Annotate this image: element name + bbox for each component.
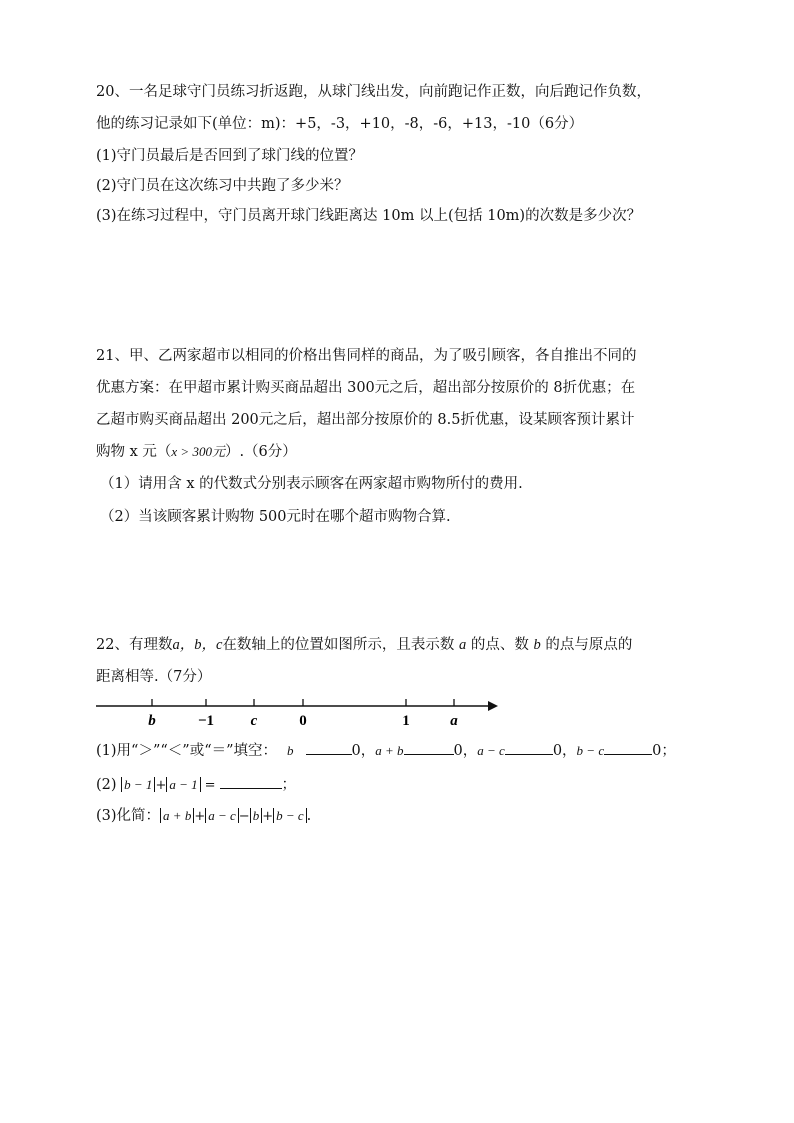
q21-line4-b: ）.（6分） (224, 444, 297, 460)
sep-3: ， (562, 743, 577, 759)
q22-sub1-prefix: (1)用“＞”“＜”或“＝”填空： (96, 743, 278, 759)
number-line-arrow (488, 701, 498, 711)
q22-item-b: b (287, 743, 294, 758)
abs-a-plus-b: a + b (160, 808, 194, 823)
q20-sub1: (1)守门员最后是否回到了球门线的位置？ (96, 148, 364, 164)
abs-a-minus-1: a − 1 (166, 777, 200, 792)
q22-sub2-prefix: (2) (96, 777, 122, 793)
zero-2: 0 (453, 743, 463, 759)
blank-5[interactable] (220, 774, 282, 789)
q20-line1: 20、一名足球守门员练习折返跑，从球门线出发，向前跑记作正数，向后跑记作负数， (96, 84, 651, 100)
sep-2: ， (462, 743, 478, 759)
q22-item-a-plus-b: a + b (375, 743, 404, 758)
q22-sub1 (96, 740, 676, 761)
abs-b: b (250, 808, 263, 823)
q22-sub3-prefix: (3)化简： (96, 808, 161, 824)
label-c: c (250, 713, 258, 729)
end-1: ； (661, 743, 676, 759)
plus-sign: + (155, 778, 167, 793)
q21-sub2: （2）当该顾客累计购物 500元时在哪个超市购物合算. (100, 509, 451, 525)
blank-2[interactable] (404, 740, 454, 755)
minus-sign: − (238, 809, 250, 824)
blank-1[interactable] (306, 740, 352, 755)
q22-line2: 距离相等.（7分） (96, 669, 212, 685)
q22-vars: a，b，c (172, 637, 223, 653)
q22-var-b: b (533, 637, 541, 653)
q22-sub2 (96, 774, 296, 796)
q21-line3: 乙超市购买商品超出 200元之后，超出部分按原价的 8.5折优惠，设某顾客预计累计 (96, 412, 635, 428)
q21-line4 (96, 442, 297, 462)
label-0: 0 (299, 713, 307, 729)
q22-sub3 (96, 806, 311, 827)
equals-sign: = (204, 778, 216, 793)
zero-4: 0 (652, 743, 662, 759)
zero-3: 0 (552, 743, 563, 759)
abs-b-minus-1: b − 1 (121, 777, 155, 792)
q20-line2: 他的练习记录如下(单位：m)：+5，-3，+10，-8，-6，+13，-10（6分） (96, 116, 584, 132)
q21-line4-a: 购物 x 元（ (96, 444, 172, 460)
q20-sub2: (2)守门员在这次练习中共跑了多少米？ (96, 178, 349, 194)
q22-line1-b: 在数轴上的位置如图所示，且表示数 (222, 637, 459, 653)
end-2: ； (281, 777, 297, 793)
q22-item-a-minus-c: a − c (477, 743, 505, 758)
label-a: a (450, 713, 458, 729)
plus-sign-2: + (194, 809, 206, 824)
q22-line1-a: 22、有理数 (96, 637, 173, 653)
label-1: 1 (402, 713, 410, 729)
end-3: . (306, 808, 312, 824)
blank-4[interactable] (604, 740, 652, 755)
q21-line2: 优惠方案：在甲超市累计购买商品超出 300元之后，超出部分按原价的 8折优惠；在 (96, 380, 636, 396)
q21-condition: x > 300元 (171, 444, 225, 459)
sep-1: ， (360, 743, 376, 759)
q21-line1: 21、甲、乙两家超市以相同的价格出售同样的商品，为了吸引顾客，各自推出不同的 (96, 348, 637, 364)
zero-1: 0 (351, 743, 361, 759)
q21-sub1: （1）请用含 x 的代数式分别表示顾客在两家超市购物所付的费用. (100, 476, 523, 492)
q22-var-a: a (459, 637, 467, 653)
q22-item-b-minus-c: b − c (576, 743, 605, 758)
label-b: b (148, 713, 156, 729)
blank-3[interactable] (505, 740, 553, 755)
abs-b-minus-c: b − c (273, 808, 307, 823)
q22-line1-c: 的点、数 (466, 637, 534, 653)
q22-line1 (96, 635, 632, 655)
label-neg1: −1 (197, 713, 215, 729)
plus-sign-3: + (262, 809, 274, 824)
abs-a-minus-c: a − c (205, 808, 239, 823)
q22-line1-d: 的点与原点的 (540, 637, 633, 653)
q20-sub3: (3)在练习过程中，守门员离开球门线距离达 10m 以上(包括 10m)的次数是多少次？ (96, 208, 642, 224)
number-line-diagram (90, 694, 510, 734)
